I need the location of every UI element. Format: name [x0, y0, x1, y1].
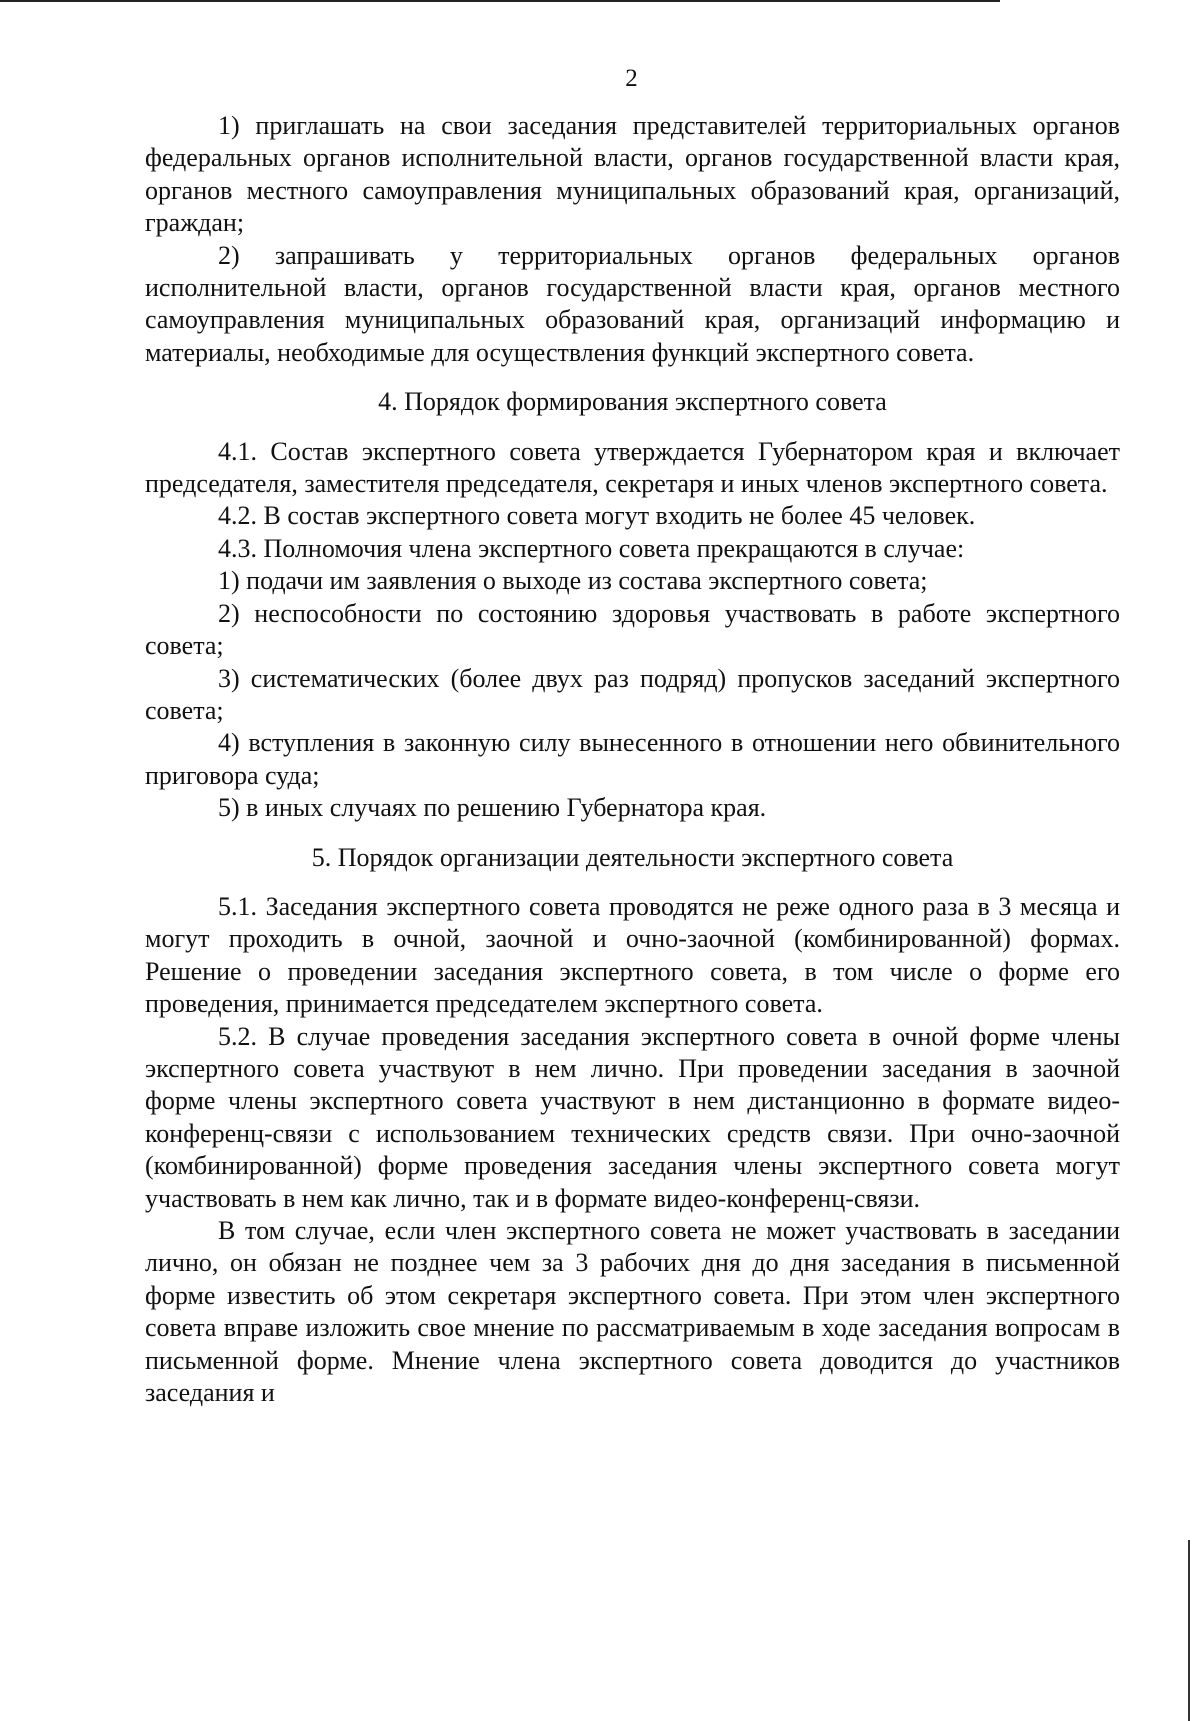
paragraph-5-2-continued: В том случае, если член экспертного совета не может участвовать в заседании лично, он обязан не позднее чем за 3 рабочих дня до дня заседания в письменной форме известить об этом секретаря экспертного совета. При этом член экспертного совета вправе изложить свое мнение по рассматриваемым в ходе заседания вопросам в письменной форме. Мнение члена экспертного совета доводится до участников заседания и [145, 1216, 1120, 1408]
paragraph-4-3-item-4: 4) вступления в законную силу вынесенного в отношении него обвинительного приговора суда; [145, 728, 1120, 790]
scan-edge-top [0, 0, 1000, 2]
section-heading-4: 4. Порядок формирования экспертного совета [378, 387, 887, 417]
scan-edge-right [1188, 1540, 1190, 1721]
paragraph-5-2: 5.2. В случае проведения заседания экспертного совета в очной форме члены экспертного совета участвуют в нем лично. При проведении заседания в заочной форме члены экспертного совета участвуют в нем дистанционно в формате видео-конференц-связи с использованием технических средств связи. При очно-заочной (комбинированной) форме проведения заседания члены экспертного совета могут участвовать в нем как лично, так и в формате видео-конференц-связи. [145, 1021, 1120, 1213]
section-heading-5: 5. Порядок организации деятельности экспертного совета [311, 842, 954, 872]
paragraph-4-3-item-1: 1) подачи им заявления о выходе из состава экспертного совета; [218, 566, 928, 596]
paragraph-5-1: 5.1. Заседания экспертного совета проводятся не реже одного раза в 3 месяца и могут проходить в очной, заочной и очно-заочной (комбинированной) формах. Решение о проведении заседания экспертного совета, в том числе о форме его проведения, принимается председателем экспертного совета. [145, 891, 1120, 1019]
document-body [145, 110, 1120, 1409]
paragraph-4-2: 4.2. В состав экспертного совета могут входить не более 45 человек. [218, 501, 976, 531]
paragraph-4-3-item-2: 2) неспособности по состоянию здоровья участвовать в работе экспертного совета; [145, 598, 1120, 661]
paragraph-item-1: 1) приглашать на свои заседания представителей территориальных органов федеральных органов исполнительной власти, органов государственной власти края, органов местного самоуправления муниципальных образований края, организаций, граждан; [145, 111, 1120, 238]
paragraph-4-3-item-5: 5) в иных случаях по решению Губернатора края. [218, 793, 767, 823]
page-number: 2 [625, 65, 638, 92]
paragraph-4-3-item-3: 3) систематических (более двух раз подряд) пропусков заседаний экспертного совета; [145, 663, 1120, 725]
paragraph-4-3: 4.3. Полномочия члена экспертного совета прекращаются в случае: [218, 533, 965, 563]
paragraph-4-1: 4.1. Состав экспертного совета утверждается Губернатором края и включает председателя, заместителя председателя, секретаря и иных членов экспертного совета. [145, 436, 1120, 499]
paragraph-item-2: 2) запрашивать у территориальных органов федеральных органов исполнительной власти, органов государственной власти края, органов местного самоуправления муниципальных образований края, организаций информацию и материалы, необходимые для осуществления функций экспертного совета. [145, 240, 1120, 367]
